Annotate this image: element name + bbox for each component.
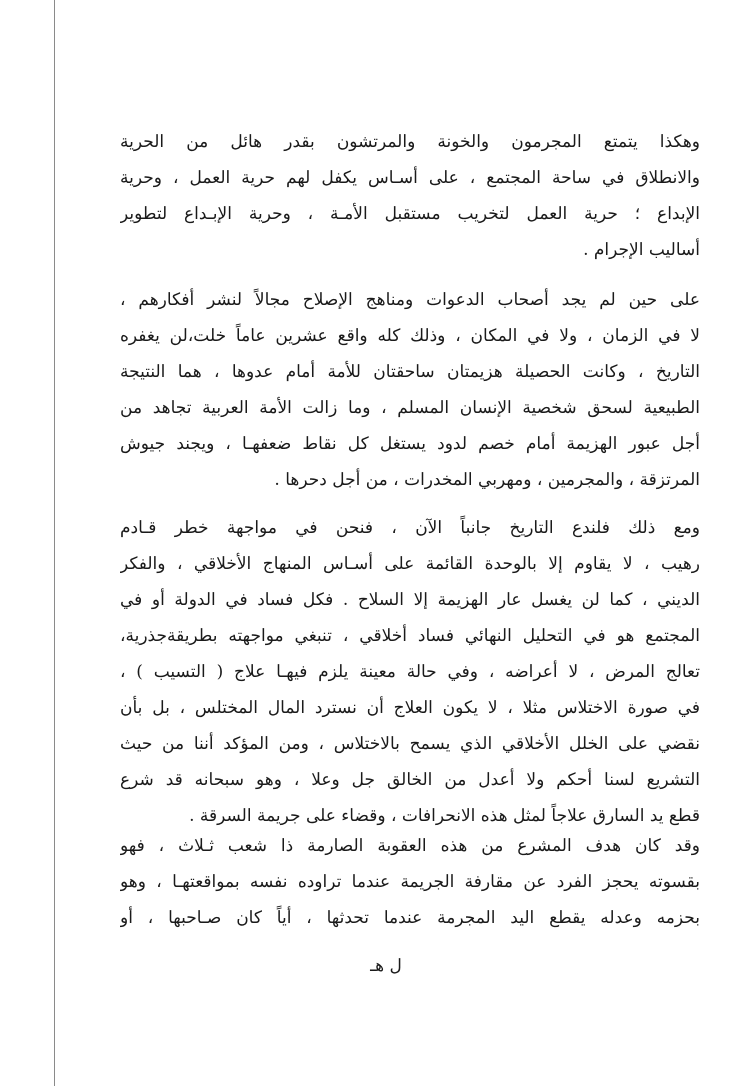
text-line: والانطلاق في ساحة المجتمع ، على أسـاس يكفل لهم حرية العمل ، وحرية — [120, 168, 700, 188]
paragraph-1 — [120, 124, 700, 268]
text-line: لا في الزمان ، ولا في المكان ، وذلك كله واقع عشرين عاماً خلت،لن يغفره — [120, 326, 700, 346]
text-line: تعالج المرض ، لا أعراضه ، وفي حالة معينة يلزم فيهـا علاج ( التسيب ) ، — [120, 662, 700, 682]
text-line: أساليب الإجرام . — [583, 240, 700, 260]
text-line: بحزمه وعدله يقطع اليد المجرمة عندما تحدثها ، أياً كان صـاحبها ، أو — [120, 908, 700, 928]
paragraph-4 — [120, 828, 700, 936]
text-line: وقد كان هدف المشرع من هذه العقوبة الصارمة ذا شعب ثـلاث ، فهو — [120, 836, 700, 856]
text-line: التشريع لسنا أحكم ولا أعدل من الخالق جل وعلا ، وهو سبحانه قد شرع — [120, 770, 700, 790]
text-line: المرتزقة ، والمجرمين ، ومهربي المخدرات ، من أجل دحرها . — [274, 470, 700, 490]
text-line: بقسوته يحجز الفرد عن مقارفة الجريمة عندما تراوده نفسه بمواقعتهـا ، وهو — [120, 872, 700, 892]
paragraph-3 — [120, 510, 700, 834]
text-line: وهكذا يتمتع المجرمون والخونة والمرتشون بقدر هائل من الحرية — [120, 132, 700, 152]
page-number: ل هـ — [370, 956, 402, 976]
text-line: الديني ، كما لن يغسل عار الهزيمة إلا السلاح . فكل فساد في الدولة أو في — [120, 590, 700, 610]
text-line: في صورة الاختلاس مثلا ، لا يكون العلاج أن نسترد المال المختلس ، بل بأن — [120, 698, 700, 718]
text-line: نقضي على الخلل الأخلاقي الذي يسمح بالاختلاس ، ومن المؤكد أننا من حيث — [120, 734, 700, 754]
text-line: أجل عبور الهزيمة أمام خصم لدود يستغل كل نقاط ضعفهـا ، ويجند جيوش — [120, 434, 700, 454]
text-line: الإبداع ؛ حرية العمل لتخريب مستقبل الأمـة ، وحرية الإبـداع لتطوير — [120, 204, 700, 224]
text-line: الطبيعية لسحق شخصية الإنسان المسلم ، وما زالت الأمة العربية تجاهد من — [120, 398, 700, 418]
paragraph-2 — [120, 282, 700, 498]
text-line: التاريخ ، وكانت الحصيلة هزيمتان ساحقتان للأمة أمام عدوها ، هما النتيجة — [120, 362, 700, 382]
text-line: رهيب ، لا يقاوم إلا بالوحدة القائمة على أسـاس المنهاج الأخلاقي ، والفكر — [120, 554, 700, 574]
text-line: المجتمع هو في التحليل النهائي فساد أخلاقي ، تنبغي مواجهته بطريقةجذرية، — [120, 626, 700, 646]
text-line: على حين لم يجد أصحاب الدعوات ومناهج الإصلاح مجالاً لنشر أفكارهم ، — [120, 290, 700, 310]
text-line: قطع يد السارق علاجاً لمثل هذه الانحرافات ، وقضاء على جريمة السرقة . — [189, 806, 700, 826]
page-left-edge-rule — [54, 0, 55, 1086]
text-line: ومع ذلك فلندع التاريخ جانباً الآن ، فنحن في مواجهة خطر قـادم — [120, 518, 700, 538]
